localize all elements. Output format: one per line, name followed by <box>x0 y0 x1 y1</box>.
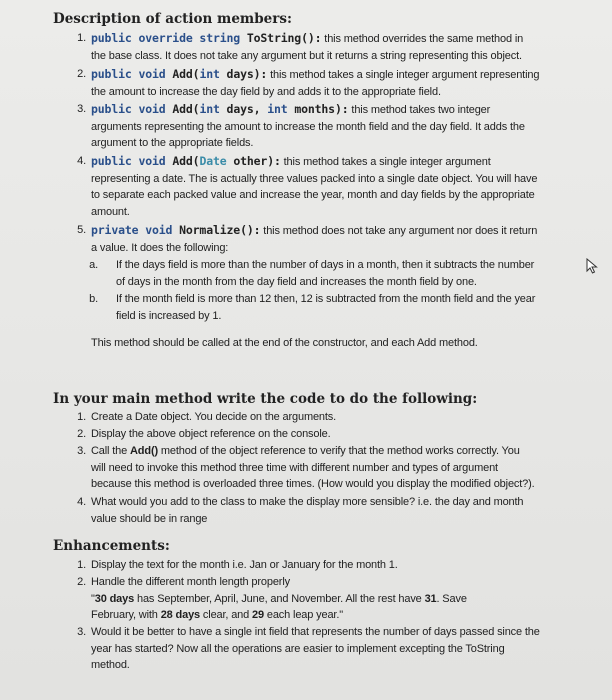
item-text: a value. It does the following: <box>91 241 229 254</box>
subitem-label: b. <box>89 293 98 305</box>
item-text: What would you add to the class to make the display more sensible? i.e. the day and month <box>91 496 524 508</box>
code-signature: public void Add(int days): <box>91 67 268 81</box>
item-text: this method does not take any argument nor does it return <box>263 225 538 237</box>
item-number: 3. <box>77 626 86 638</box>
item-number: 1. <box>77 559 86 571</box>
subitem-text: of days in the month from the day field and increases the month field by one. <box>116 275 477 288</box>
item-text: value should be in range <box>91 512 208 525</box>
mouse-pointer-icon <box>586 258 600 274</box>
item-text: this method takes a single integer argument representing <box>270 69 540 81</box>
item-number: 4. <box>77 496 86 508</box>
item-number: 3. <box>77 445 86 457</box>
item-text: Create a Date object. You decide on the arguments. <box>91 411 337 423</box>
main-method-heading: In your main method write the code to do the following: <box>53 391 478 407</box>
subitem-text: If the month field is more than 12 then, 12 is subtracted from the month field and the year <box>116 293 536 305</box>
code-signature: public override string ToString(): <box>91 31 322 45</box>
item-number: 2. <box>77 576 86 588</box>
code-signature: public void Add(Date other): <box>91 154 281 168</box>
item-text: the amount to increase the day field by and adds it to the appropriate field. <box>91 85 441 98</box>
code-signature: private void Normalize(): <box>91 223 261 237</box>
item-text: Handle the different month length properly <box>91 576 290 588</box>
subitem-text: field is increased by 1. <box>116 309 222 322</box>
month-rhyme: "30 days has September, April, June, and November. All the rest have 31. Save February, with 28 days clear, and 29 each leap year." <box>91 592 467 621</box>
item-text: to separate each packed value and increase the year, month and day fields by the appropriate <box>91 189 535 201</box>
description-heading: Description of action members: <box>53 11 292 27</box>
enhancements-heading: Enhancements: <box>53 538 170 554</box>
item-number: 1. <box>77 32 86 44</box>
item-text: arguments representing the amount to increase the month field and the day field. It adds the <box>91 120 525 133</box>
item-number: 4. <box>77 155 86 167</box>
item-text: representing a date. The is actually three values packed into a single date object. You will have <box>91 172 538 185</box>
add-method-ref: Add() <box>130 445 158 457</box>
item-text: because this method is overloaded three times. (How would you display the modified object?). <box>91 478 535 490</box>
item-text: Would it be better to have a single int field that represents the number of days passed since the <box>91 626 540 638</box>
item-text: the base class. It does not take any argument but it returns a string representing this object. <box>91 49 522 62</box>
item-number: 1. <box>77 411 86 423</box>
item-text: method of the object reference to verify that the method works correctly. You <box>157 445 520 457</box>
item-text: Display the text for the month i.e. Jan or January for the month 1. <box>91 559 398 571</box>
item-text: this method overrides the same method in <box>324 33 524 45</box>
item-number: 2. <box>77 68 86 80</box>
code-signature: public void Add(int days, int months): <box>91 102 349 116</box>
normalize-note: This method should be called at the end of the constructor, and each Add method. <box>91 337 478 349</box>
subitem-text: If the days field is more than the number of days in a month, then it subtracts the number <box>116 259 535 271</box>
item-text: this method takes two integer <box>351 104 491 116</box>
item-text: Call the <box>91 445 131 457</box>
item-text: this method takes a single integer argument <box>283 156 491 168</box>
item-number: 3. <box>77 103 86 115</box>
item-text: method. <box>91 659 130 671</box>
item-text: amount. <box>91 205 130 218</box>
item-text: year has started? Now all the operations are easier to implement excepting the ToString <box>91 642 505 655</box>
subitem-label: a. <box>89 259 98 271</box>
item-text: will need to invoke this method three time with different number and types of argument <box>91 461 498 474</box>
item-number: 5. <box>77 224 86 236</box>
item-text: argument to the appropriate fields. <box>91 137 254 149</box>
item-text: Display the above object reference on the console. <box>91 428 331 440</box>
item-number: 2. <box>77 428 86 440</box>
